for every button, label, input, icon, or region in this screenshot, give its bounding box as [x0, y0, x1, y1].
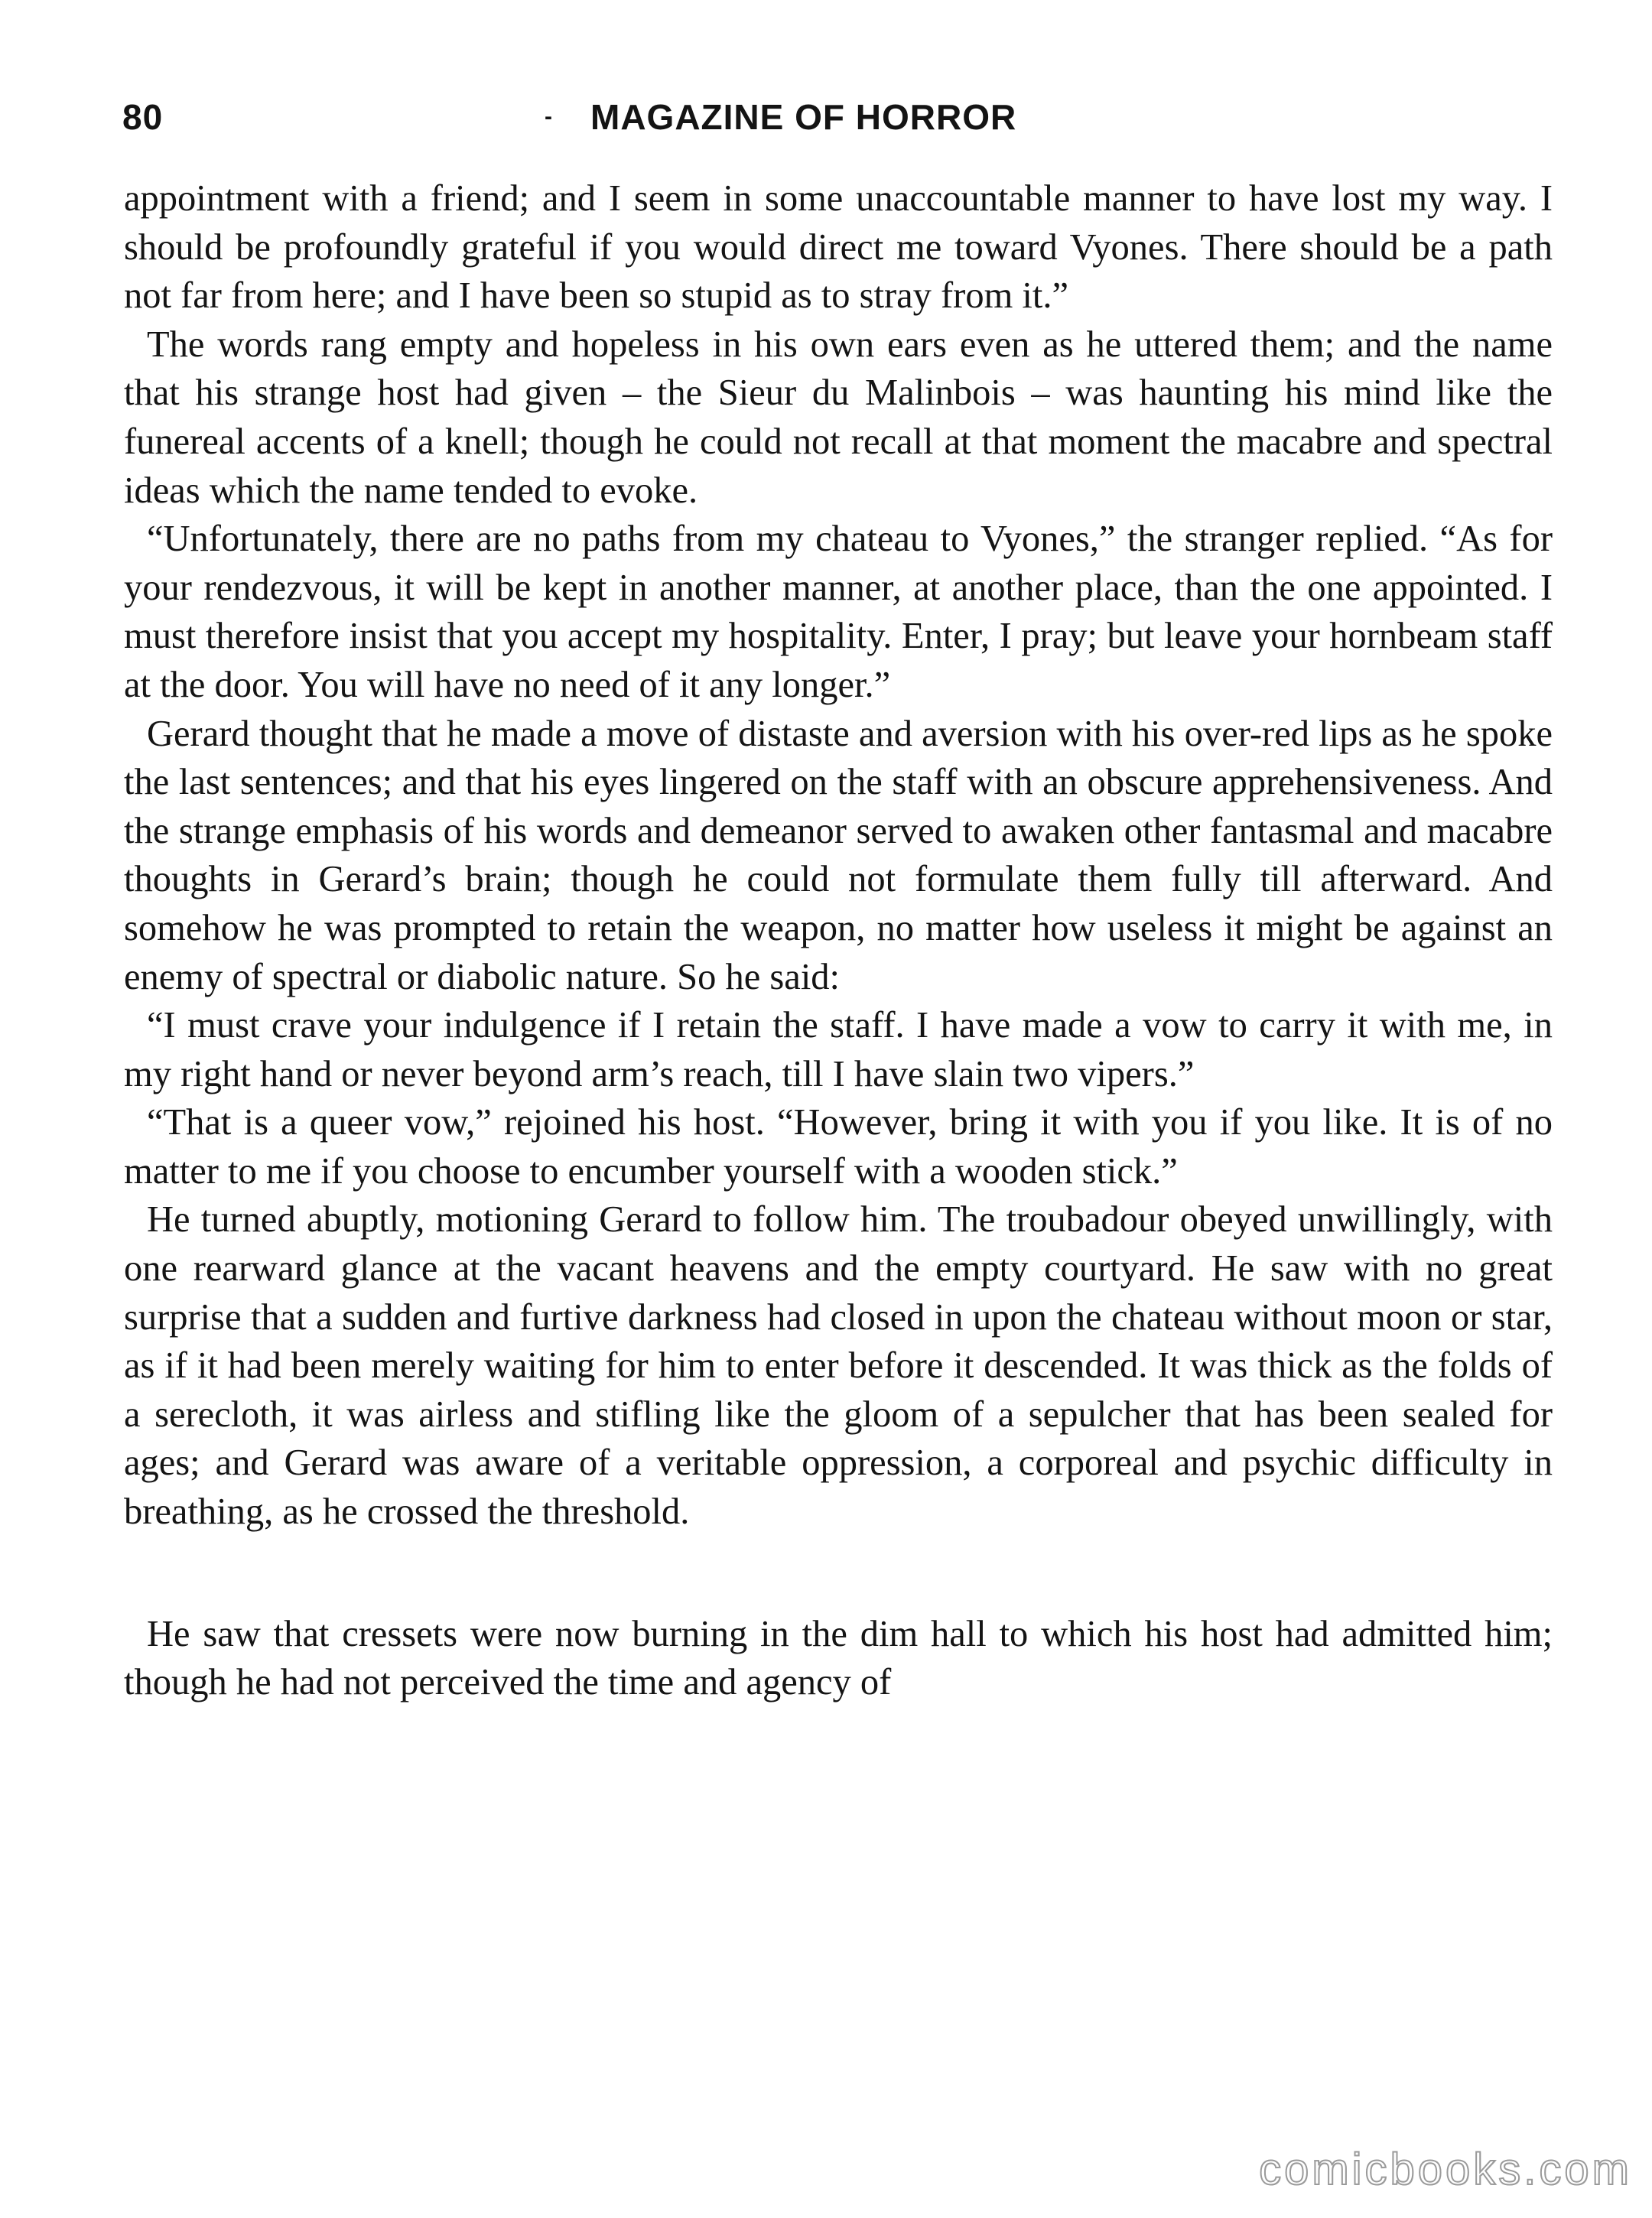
paragraph: “Unfortunately, there are no paths from my chateau to Vyones,” the stranger replied. “As for your rendezvous, it will be kept in another manner, at another place, than the one appointed. I must therefore insist that you accept my hospitality. Enter, I pray; but leave your hornbeam staff at the door. You will have no need of it any longer.” [124, 519, 1553, 705]
page-header [122, 96, 1560, 150]
paragraph: “I must crave your indulgence if I retain the staff. I have made a vow to carry it with me, in my right hand or never beyond arm’s reach, till I have slain two vipers.” [124, 1005, 1553, 1094]
paragraph: The words rang empty and hopeless in his own ears even as he uttered them; and the name that his strange host had given – the Sieur du Malinbois – was haunting his mind like the funereal accents of a knell; though he could not recall at that moment the macabre and spectral ideas which the name tended to evoke. [124, 324, 1553, 511]
header-mark: - [545, 104, 552, 129]
running-title: MAGAZINE OF HORROR [590, 97, 1017, 137]
story-text [124, 174, 1553, 1707]
paragraph: Gerard thought that he made a move of distaste and aversion with his over-red lips as he spoke the last sentences; and that his eyes lingered on the staff with an obscure apprehensiveness. And the strange emphasis of his words and demeanor served to awaken other fantasmal and macabre thoughts in Gerard’s brain; though he could not formulate them fully till afterward. And somehow he was prompted to retain the weapon, no matter how useless it might be against an enemy of spectral or diabolic nature. So he said: [124, 713, 1553, 997]
page-number: 80 [122, 97, 164, 137]
watermark: comicbooks.com [1259, 2145, 1632, 2194]
paragraph: He turned abuptly, motioning Gerard to follow him. The troubadour obeyed unwillingly, with one rearward glance at the vacant heavens and the empty courtyard. He saw with no great surprise that a sudden and furtive darkness had closed in upon the chateau without moon or star, as if it had been merely waiting for him to enter before it descended. It was thick as the folds of a serecloth, it was airless and stifling like the gloom of a sepulcher that has been sealed for ages; and Gerard was aware of a veritable oppression, a corporeal and psychic difficulty in breathing, as he crossed the threshold. [124, 1199, 1553, 1533]
section-break [124, 1537, 1553, 1610]
paragraph: He saw that cressets were now burning in the dim hall to which his host had admitted him; though he had not perceived the time and agency of [124, 1613, 1553, 1703]
paragraph: appointment with a friend; and I seem in some unaccountable manner to have lost my way. I should be profoundly grateful if you would direct me toward Vyones. There should be a path not far from here; and I have been so stupid as to stray from it.” [124, 178, 1553, 317]
paragraph: “That is a queer vow,” rejoined his host. “However, bring it with you if you like. It is of no matter to me if you choose to encumber yourself with a wooden stick.” [124, 1102, 1553, 1192]
